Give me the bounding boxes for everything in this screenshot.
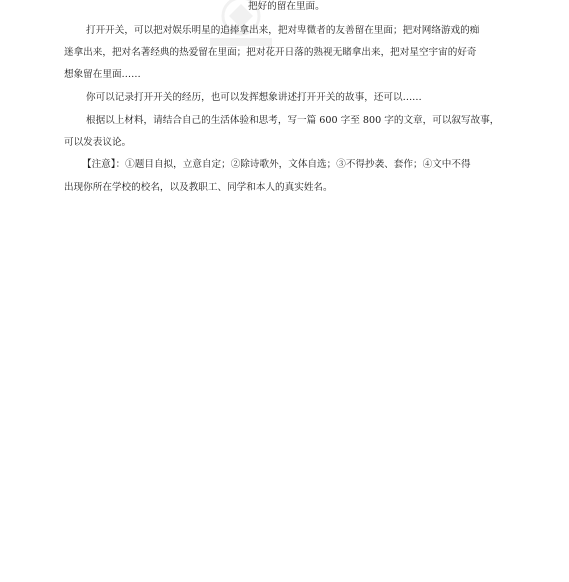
paragraph-line-5: 你可以记录打开开关的经历，也可以发挥想象讲述打开开关的故事，还可以…… — [86, 92, 422, 103]
paragraph-line-4: 想象留在里面…… — [64, 69, 141, 80]
notice-line-2: 出现你所在学校的校名，以及教职工、同学和本人的真实姓名。 — [64, 182, 333, 193]
notice-line-1: 【注意】：①题目自拟，立意自定；②除诗歌外，文体自选；③不得抄袭、套作；④文中不得 — [82, 159, 471, 170]
paragraph-line-7: 可以发表议论。 — [64, 137, 132, 148]
paragraph-line-3: 迷拿出来，把对名著经典的热爱留在里面；把对花开日落的熟视无睹拿出来，把对星空宇宙的好奇 — [64, 47, 477, 58]
paragraph-line-6: 根据以上材料，请结合自己的生活体验和思考，写一篇 600 字至 800 字的文章，可以叙写故事， — [86, 115, 500, 126]
paragraph-line-1: 把好的留在里面。 — [248, 1, 325, 12]
paragraph-line-2: 打开开关，可以把对娱乐明星的追捧拿出来，把对卑微者的友善留在里面；把对网络游戏的痴 — [86, 25, 480, 36]
